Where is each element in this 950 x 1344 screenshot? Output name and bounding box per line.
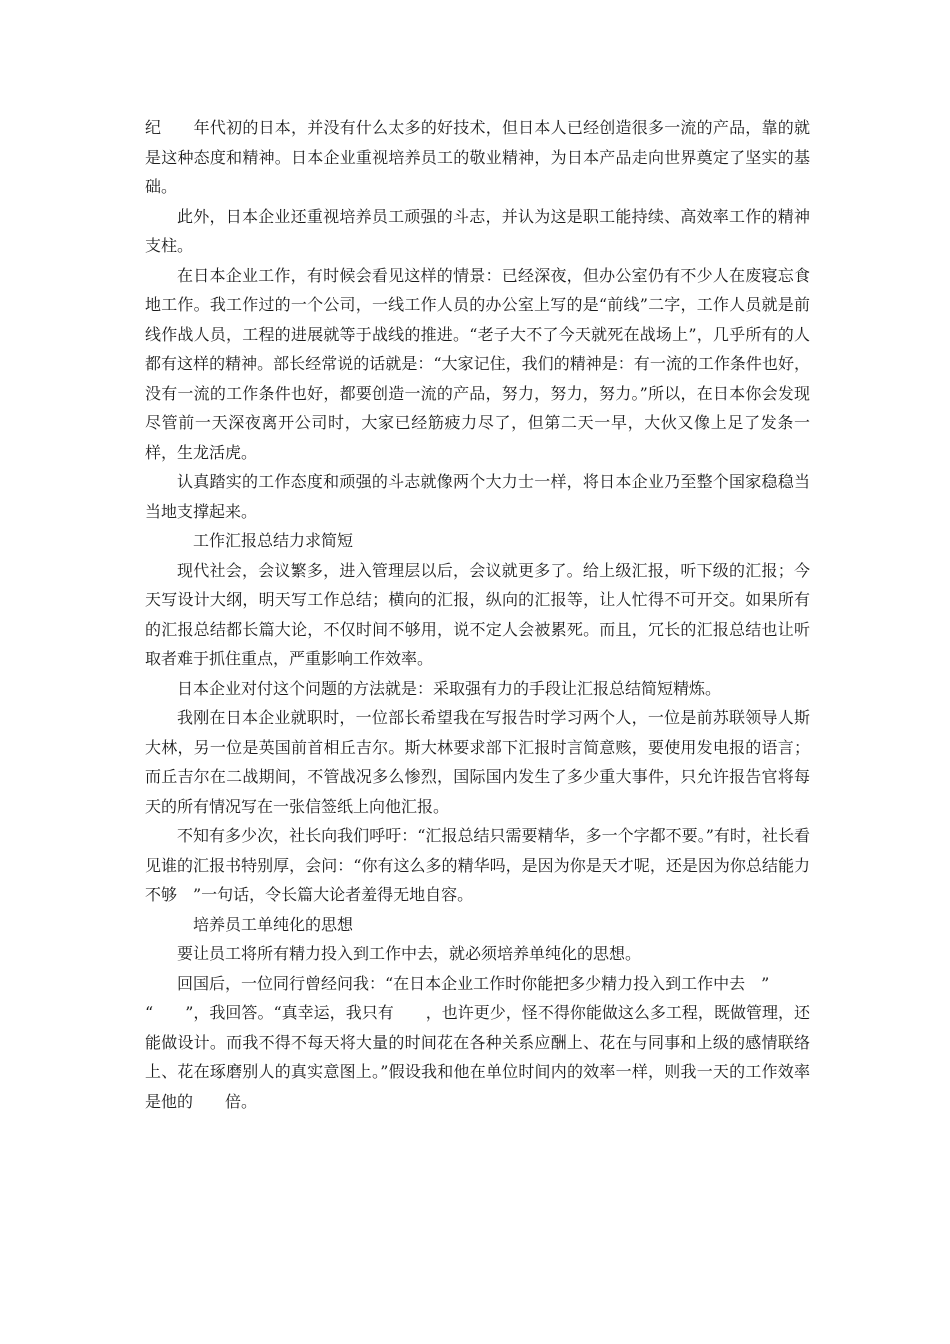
paragraph-4: 认真踏实的工作态度和顽强的斗志就像两个大力士一样，将日本企业乃至整个国家稳稳当当地支撑起来。 [145, 472, 810, 521]
paragraph-6: 日本企业对付这个问题的方法就是：采取强有力的手段让汇报总结简短精炼。 [177, 678, 722, 698]
paragraph-10: 回国后，一位同行曾经问我：“在日本企业工作时你能把多少精力投入到工作中去 ” [177, 973, 770, 993]
paragraph-7: 我刚在日本企业就职时，一位部长希望我在写报告时学习两个人，一位是前苏联领导人斯大林，另一位是英国前首相丘吉尔。斯大林要求部下汇报时言简意赅，要使用发电报的语言；而丘吉尔在二战期间，不管战况多么惨烈，国际国内发生了多少重大事件，只允许报告官将每天的所有情况写在一张信签纸上向他汇报。 [145, 708, 810, 816]
paragraph-2: 此外，日本企业还重视培养员工顽强的斗志，并认为这是职工能持续、高效率工作的精神支柱。 [145, 206, 810, 255]
document-body [145, 113, 810, 1116]
paragraph-5: 现代社会，会议繁多，进入管理层以后，会议就更多了。给上级汇报，听下级的汇报；今天写设计大纲，明天写工作总结；横向的汇报，纵向的汇报等，让人忙得不可开交。如果所有的汇报总结都长篇大论，不仅时间不够用，说不定人会被累死。而且，冗长的汇报总结也让听取者难于抓住重点，严重影响工作效率。 [145, 560, 810, 668]
paragraph-11: “ ”，我回答。“真幸运，我只有 ，也许更少，怪不得你能做这么多工程，既做管理，还能做设计。而我不得不每天将大量的时间花在各种关系应酬上、花在与同事和上级的感情联络上、花在琢磨别人的真实意图上。”假设我和他在单位时间内的效率一样，则我一天的工作效率是他的 倍。 [145, 1003, 810, 1111]
section-heading-1: 工作汇报总结力求简短 [193, 531, 354, 550]
paragraph-3: 在日本企业工作，有时候会看见这样的情景：已经深夜，但办公室仍有不少人在废寝忘食地工作。我工作过的一个公司，一线工作人员的办公室上写的是“前线”二字，工作人员就是前线作战人员，工程的进展就等于战线的推进。“老子大不了今天就死在战场上”，几乎所有的人都有这样的精神。部长经常说的话就是：“大家记住，我们的精神是：有一流的工作条件也好，没有一流的工作条件也好，都要创造一流的产品，努力，努力，努力。”所以，在日本你会发现尽管前一天深夜离开公司时，大家已经筋疲力尽了，但第二天一早，大伙又像上足了发条一样，生龙活虎。 [145, 265, 810, 462]
section-heading-2: 培养员工单纯化的思想 [193, 914, 354, 934]
paragraph-8: 不知有多少次，社长向我们呼吁：“汇报总结只需要精华，多一个字都不要。”有时，社长看见谁的汇报书特别厚，会问：“你有这么多的精华吗，是因为你是天才呢，还是因为你总结能力不够 ”一句话，令长篇大论者羞得无地自容。 [145, 826, 810, 904]
paragraph-9: 要让员工将所有精力投入到工作中去，就必须培养单纯化的思想。 [177, 944, 642, 963]
paragraph-1: 纪 年代初的日本，并没有什么太多的好技术，但日本人已经创造很多一流的产品，靠的就是这种态度和精神。日本企业重视培养员工的敬业精神，为日本产品走向世界奠定了坚实的基础。 [145, 118, 810, 196]
